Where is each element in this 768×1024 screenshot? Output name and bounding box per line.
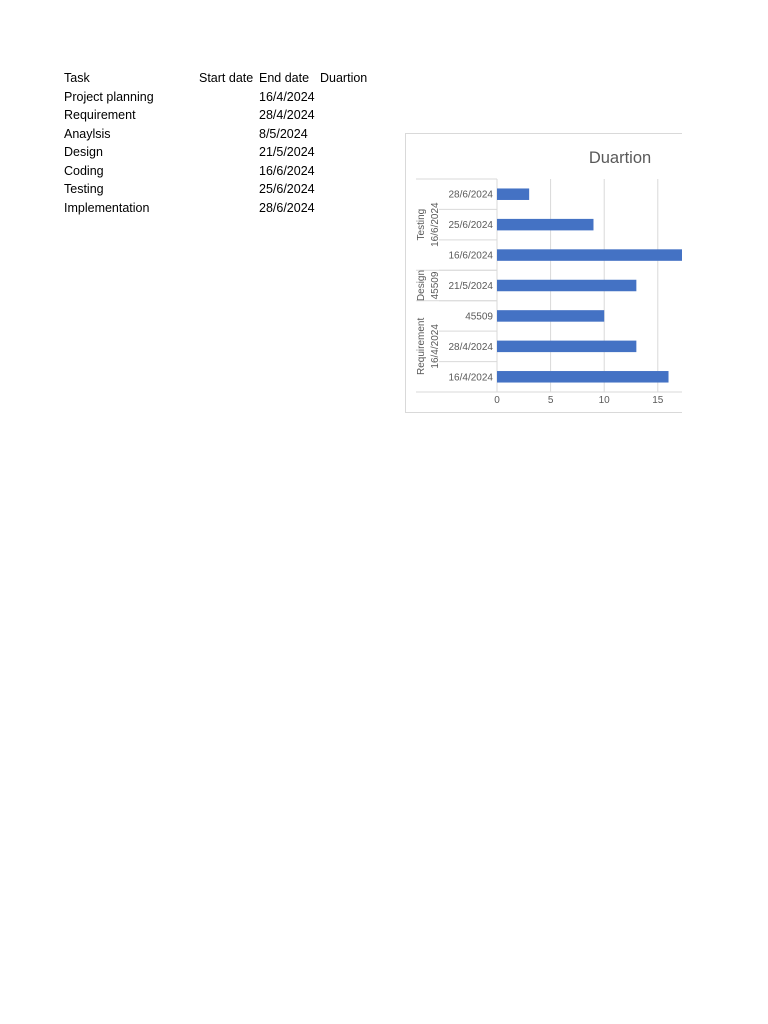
- chart-canvas: [406, 134, 682, 412]
- x-tick-label: 0: [494, 395, 500, 406]
- cell-end-date[interactable]: 8/5/2024: [259, 126, 308, 141]
- cell-task[interactable]: Implementation: [64, 200, 150, 215]
- group-label: 45509: [430, 271, 441, 300]
- x-tick-label: 15: [652, 395, 664, 406]
- cell-task[interactable]: Anaylsis: [64, 126, 111, 141]
- header-end-date[interactable]: End date: [259, 71, 310, 85]
- bar: [497, 249, 682, 260]
- header-task[interactable]: Task: [64, 71, 90, 85]
- cell-task[interactable]: Coding: [64, 163, 104, 178]
- group-label: 16/4/2024: [430, 324, 441, 369]
- bar: [497, 280, 636, 292]
- cell-end-date[interactable]: 16/4/2024: [259, 89, 315, 104]
- group-label: 16/6/2024: [430, 202, 441, 247]
- chart-title: Duartion: [588, 149, 652, 167]
- category-label: 16/6/2024: [448, 250, 493, 262]
- x-tick-label: 5: [547, 395, 554, 406]
- duration-bar-chart[interactable]: [405, 133, 682, 413]
- category-label: 16/4/2024: [448, 372, 493, 384]
- cell-end-date[interactable]: 28/4/2024: [259, 108, 315, 122]
- category-label: 28/4/2024: [448, 341, 493, 353]
- cell-task[interactable]: Requirement: [64, 108, 136, 122]
- cell-end-date[interactable]: 25/6/2024: [259, 182, 315, 196]
- bar: [497, 341, 636, 353]
- cell-task[interactable]: Testing: [64, 182, 104, 196]
- category-label: 21/5/2024: [448, 281, 493, 292]
- cell-task[interactable]: Project planning: [64, 89, 154, 104]
- cell-end-date[interactable]: 16/6/2024: [259, 163, 315, 178]
- category-label: 45509: [465, 311, 493, 323]
- bar: [497, 310, 604, 322]
- x-tick-label: 10: [598, 395, 610, 406]
- group-label: Testing: [416, 208, 427, 241]
- cell-end-date[interactable]: 21/5/2024: [259, 145, 315, 159]
- cell-task[interactable]: Design: [64, 145, 103, 159]
- bar: [497, 219, 593, 231]
- header-duration[interactable]: Duartion: [320, 71, 368, 85]
- bar: [497, 371, 669, 383]
- group-label: Requirement: [416, 317, 427, 375]
- category-label: 28/6/2024: [448, 189, 493, 201]
- group-label: Design: [416, 269, 427, 302]
- cell-end-date[interactable]: 28/6/2024: [259, 200, 315, 215]
- bar: [497, 188, 529, 200]
- category-label: 25/6/2024: [448, 220, 493, 232]
- header-start-date[interactable]: Start date: [199, 71, 254, 85]
